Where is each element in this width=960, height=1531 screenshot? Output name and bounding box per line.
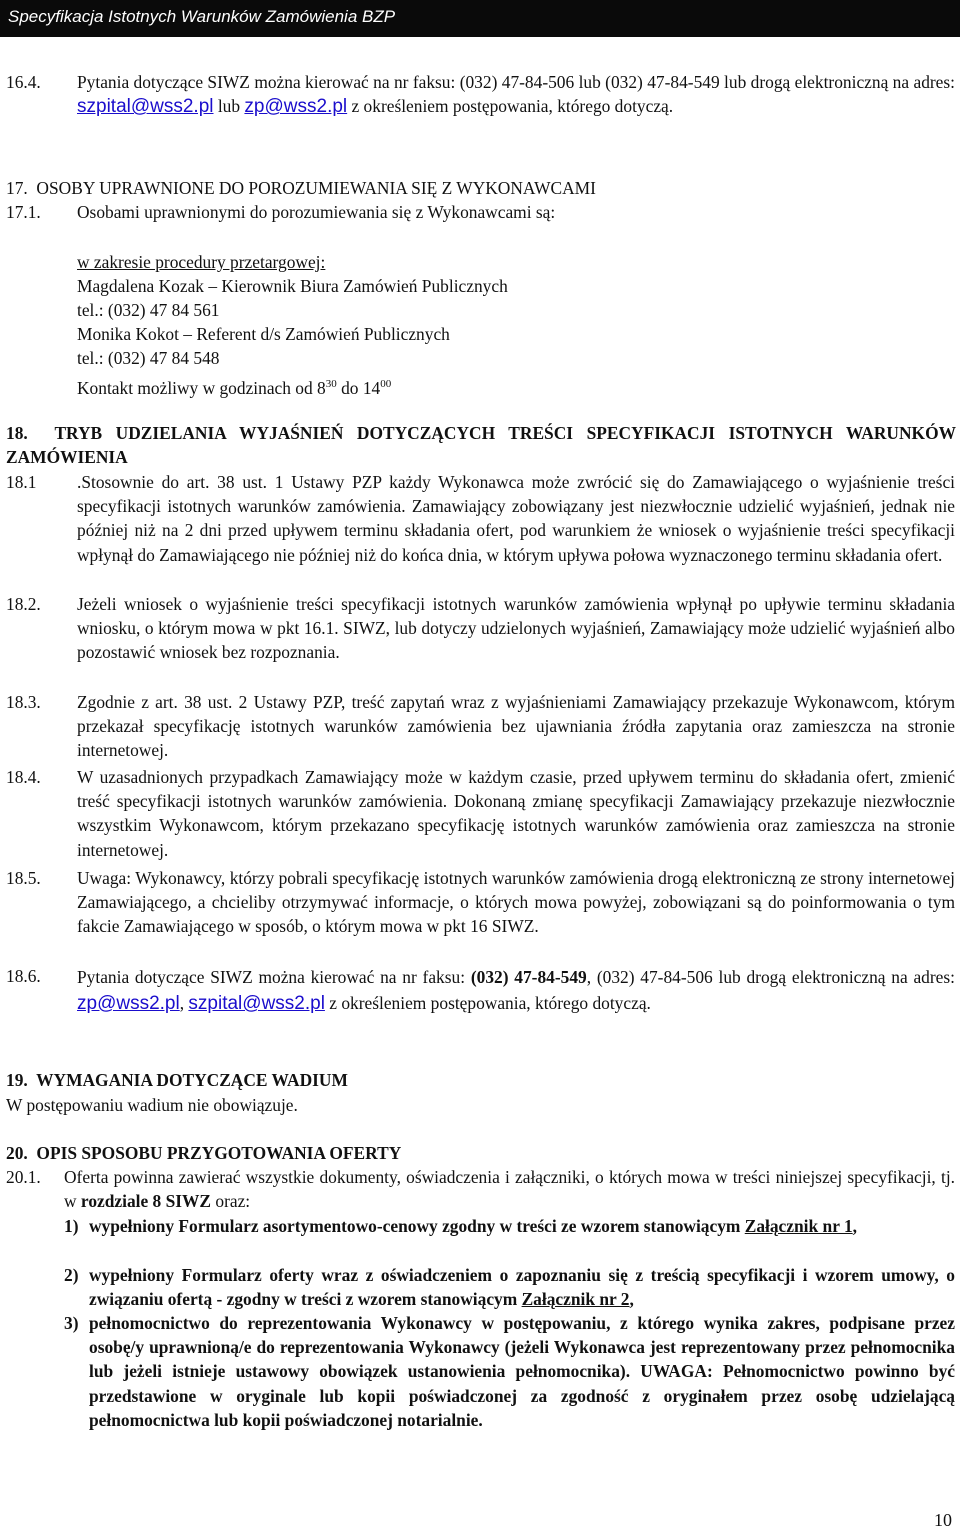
hours-from-minutes: 30 bbox=[325, 378, 337, 390]
item-2-text: wypełniony Formularz oferty wraz z oświadczeniem o zapoznaniu się z treścią specyfikacji i wzorem umowy, o związaniu ofertą - zgodny w treści z wzorem stanowiącym bbox=[89, 1265, 955, 1310]
email-link-zp-2[interactable]: zp@wss2.pl bbox=[77, 993, 180, 1014]
p18-6-text-end: z określeniem postępowania, którego dotyczą. bbox=[324, 993, 651, 1013]
paragraph-number-18-2: 18.2. bbox=[6, 594, 41, 614]
section-17-heading: 17. OSOBY UPRAWNIONE DO POROZUMIEWANIA SIĘ Z WYKONAWCAMI bbox=[6, 178, 596, 198]
list-number-2: 2) bbox=[64, 1265, 79, 1285]
paragraph-18-2: Jeżeli wniosek o wyjaśnienie treści specyfikacji istotnych warunków zamówienia wpłynął po upływie terminu składania wniosku, o którym mowa w pkt 16.1. SIWZ, lub dotyczy udzielonych wyjaśnień, Zamawiający może udzielić wyjaśnień albo pozostawić wniosek bez rozpoznania. bbox=[77, 594, 955, 663]
contact-person-2: Monika Kokot – Referent d/s Zamówień Publicznych bbox=[77, 324, 450, 344]
procedure-scope-label: w zakresie procedury przetargowej: bbox=[77, 252, 326, 272]
paragraph-number-18-4: 18.4. bbox=[6, 767, 41, 787]
list-item-3: pełnomocnictwo do reprezentowania Wykonawcy w postępowaniu, z którego wynika zakres, podpisane przez osobę/y uprawnioną/e do reprezentowania Wykonawcy (jeżeli Wykonawca jest reprezentowany przez pełnomocnika lub jeżeli istnieje ustawowy obowiązek ustanowienia pełnomocnika). UWAGA: Pełnomocnictwo powinno być przedstawione w oryginale lub kopii poświadczonej za zgodność z oryginałem przez osobę udzielającą pełnomocnictwa lub kopii poświadczonej notarialnie. bbox=[89, 1313, 955, 1430]
p16-4-text-end: z określeniem postępowania, którego dotyczą. bbox=[347, 96, 674, 117]
paragraph-number-18-3: 18.3. bbox=[6, 692, 41, 712]
hours-text: Kontakt możliwy w godzinach od 8 bbox=[77, 377, 326, 398]
list-item-1 bbox=[89, 1214, 955, 1238]
list-number-3: 3) bbox=[64, 1313, 79, 1333]
paragraph-18-3: Zgodnie z art. 38 ust. 2 Ustawy PZP, treść zapytań wraz z wyjaśnieniami Zamawiający przekazuje Wykonawcom, którym przekazał specyfikację istotnych warunków zamówienia bez ujawniania źródła zapytania oraz zamieszcza na stronie internetowej. bbox=[77, 692, 955, 761]
email-link-szpital-2[interactable]: szpital@wss2.pl bbox=[188, 993, 325, 1014]
item-2-end: , bbox=[629, 1289, 634, 1310]
paragraph-number-17-1: 17.1. bbox=[6, 202, 41, 222]
p18-6-text: Pytania dotyczące SIWZ można kierować na nr faksu: bbox=[77, 967, 471, 987]
paragraph-18-1: .Stosownie do art. 38 ust. 1 Ustawy PZP każdy Wykonawca może zwrócić się do Zamawiającego o wyjaśnienie treści specyfikacji istotnych warunków zamówienia. Zamawiający zobowiązany jest niezwłocznie udzielić wyjaśnień, jednak nie później niż na 2 dni przed upływem terminu składania ofert, pod warunkiem że wniosek o wyjaśnienie treści specyfikacji wpłynął do Zamawiającego nie później niż do końca dnia, w którym upływa połowa wyznaczonego terminu składania ofert. bbox=[77, 472, 955, 565]
paragraph-number-20-1: 20.1. bbox=[6, 1167, 41, 1187]
header-title: Specyfikacja Istotnych Warunków Zamówienia BZP bbox=[8, 7, 396, 26]
item-1-end: , bbox=[852, 1216, 857, 1236]
hours-to-minutes: 00 bbox=[380, 378, 392, 390]
paragraph-number-18-1: 18.1 bbox=[6, 472, 37, 492]
document-header bbox=[0, 0, 960, 37]
paragraph-20-1 bbox=[64, 1165, 955, 1213]
paragraph-17-1: Osobami uprawnionymi do porozumiewania się z Wykonawcami są: bbox=[77, 202, 556, 222]
section-19-heading: 19. WYMAGANIA DOTYCZĄCE WADIUM bbox=[6, 1070, 348, 1090]
p18-6-text-2: , (032) 47-84-506 lub drogą elektroniczną na adres: bbox=[586, 967, 955, 987]
item-1-text: wypełniony Formularz asortymentowo-cenowy zgodny w treści ze wzorem stanowiącym bbox=[89, 1216, 745, 1236]
paragraph-number-16-4: 16.4. bbox=[6, 72, 41, 92]
paragraph-16-4 bbox=[77, 70, 955, 119]
list-number-1: 1) bbox=[64, 1216, 79, 1236]
p20-1-text: Oferta powinna zawierać wszystkie dokumenty, oświadczenia i załączniki, o których mowa w treści niniejszej specyfikacji, tj. w bbox=[64, 1167, 955, 1212]
attachment-1-ref: Załącznik nr 1 bbox=[744, 1216, 853, 1236]
contact-hours bbox=[77, 372, 391, 400]
email-link-szpital[interactable]: szpital@wss2.pl bbox=[77, 96, 214, 118]
contact-person-1: Magdalena Kozak – Kierownik Biura Zamówień Publicznych bbox=[77, 276, 508, 296]
attachment-2-ref: Załącznik nr 2 bbox=[521, 1289, 630, 1310]
fax-number-bold: (032) 47-84-549 bbox=[470, 967, 587, 987]
paragraph-18-6 bbox=[77, 964, 955, 1017]
section-20-heading: 20. OPIS SPOSOBU PRZYGOTOWANIA OFERTY bbox=[6, 1143, 402, 1163]
paragraph-number-18-5: 18.5. bbox=[6, 868, 41, 888]
list-item-2 bbox=[89, 1263, 955, 1311]
section-19-text: W postępowaniu wadium nie obowiązuje. bbox=[6, 1095, 298, 1115]
contact-phone-1: tel.: (032) 47 84 561 bbox=[77, 300, 220, 320]
chapter-reference: rozdziale 8 SIWZ bbox=[80, 1191, 212, 1212]
hours-to-text: do 14 bbox=[336, 377, 381, 398]
p20-1-text-end: oraz: bbox=[211, 1191, 251, 1212]
p16-4-text-or: lub bbox=[213, 96, 245, 117]
section-18-heading: 18. TRYB UDZIELANIA WYJAŚNIEŃ DOTYCZĄCYCH TREŚCI SPECYFIKACJI ISTOTNYCH WARUNKÓW ZAMÓWIENIA bbox=[6, 423, 960, 468]
email-link-zp[interactable]: zp@wss2.pl bbox=[244, 96, 348, 118]
paragraph-18-4: W uzasadnionych przypadkach Zamawiający może w każdym czasie, przed upływem terminu do składania ofert, zmienić treść specyfikacji istotnych warunków zamówienia. Dokonaną zmianę specyfikacji Zamawiający przekazuje niezwłocznie wszystkim Wykonawcom, którym przekazano specyfikację istotnych warunków zamówienia oraz zamieszcza na stronie internetowej. bbox=[77, 767, 955, 860]
paragraph-number-18-6: 18.6. bbox=[6, 966, 41, 986]
p16-4-text: Pytania dotyczące SIWZ można kierować na nr faksu: (032) 47-84-506 lub (032) 47-84-549 lub drogą elektroniczną na adres: bbox=[77, 72, 955, 92]
contact-phone-2: tel.: (032) 47 84 548 bbox=[77, 348, 220, 368]
page-number: 10 bbox=[934, 1510, 952, 1530]
paragraph-18-5: Uwaga: Wykonawcy, którzy pobrali specyfikację istotnych warunków zamówienia drogą elektroniczną ze strony internetowej Zamawiającego, a chcieliby otrzymywać informacje, o których mowa powyżej, zobowiązani są do poinformowania o tym fakcie Zamawiającego w sposób, o którym mowa w pkt 16 SIWZ. bbox=[77, 868, 955, 937]
p18-6-sep: , bbox=[179, 993, 189, 1013]
